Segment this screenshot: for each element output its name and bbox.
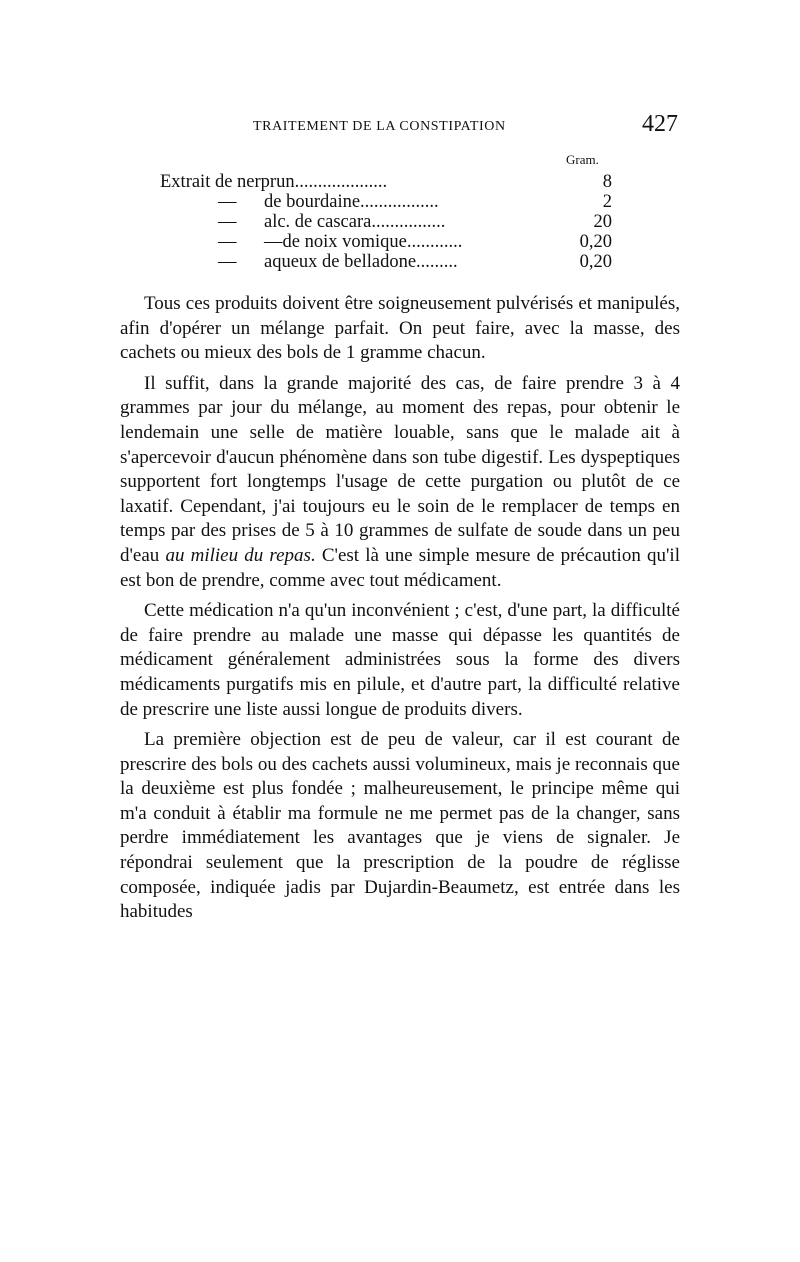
recipe-row: [160, 232, 620, 252]
paragraph-text: Il suffit, dans la grande majorité des cas, de faire prendre 3 à 4 grammes par jour du mélange, au moment des repas, pour obtenir le lendemain une selle de matière louable, sans que le malade ait à s'apercevoir d'aucun phénomène dans son tube digestif. Les dyspeptiques supportent fort longtemps l'usage de cette purgation ou plutôt de ce laxatif. Cependant, j'ai toujours eu le soin de le remplacer de temps en temps par des prises de 5 à 10 grammes de sulfate de soude dans un peu d'eau: [120, 372, 680, 566]
body-text: [120, 292, 680, 931]
running-title: TRAITEMENT DE LA CONSTIPATION: [253, 119, 506, 134]
paragraph: Cette médication n'a qu'un inconvénient ; c'est, d'une part, la difficulté de faire prendre au malade une masse qui dépasse les quantités de médicament généralement administrées sous la forme des divers médicaments purgatifs mis en pilule, et d'autre part, la difficulté relative de prescrire une liste aussi longue de produits divers.: [120, 600, 680, 720]
recipe-ingredient-text: alc. de cascara................: [264, 212, 446, 232]
recipe-ingredient-text: —de noix vomique............: [264, 232, 463, 252]
recipe-quantity: 2: [602, 192, 612, 212]
recipe-ingredient: Extrait de nerprun....................: [160, 172, 388, 192]
recipe-ditto-dash: —: [218, 232, 237, 252]
recipe-quantity: 20: [593, 212, 612, 232]
recipe-ditto-dash: —: [218, 252, 237, 272]
recipe-ingredient: [218, 232, 462, 252]
recipe-ingredient: [218, 192, 439, 212]
recipe-ingredient-text: de bourdaine.................: [264, 192, 439, 212]
recipe-quantity: 0,20: [579, 252, 612, 272]
recipe-row: [160, 212, 620, 232]
recipe-ingredient: [218, 252, 458, 272]
running-head: [120, 111, 680, 140]
recipe-list: [160, 172, 620, 272]
paragraph-italic-text: au milieu du repas.: [165, 544, 316, 566]
recipe-ingredient-text: aqueux de belladone.........: [264, 252, 458, 272]
recipe-quantity: 0,20: [579, 232, 612, 252]
paragraph: [120, 372, 680, 593]
paragraph: Tous ces produits doivent être soigneusement pulvérisés et manipulés, afin d'opérer un mélange parfait. On peut faire, avec la masse, des cachets ou mieux des bols de 1 gramme chacun.: [120, 293, 680, 364]
recipe-row: [160, 192, 620, 212]
recipe-ditto-dash: —: [218, 192, 237, 212]
recipe-row: [160, 172, 620, 192]
page-number: 427: [642, 111, 678, 137]
recipe-ditto-dash: —: [218, 212, 237, 232]
paragraph-text: C'est là une simple mesure de précaution qu'il est bon de prendre, comme avec tout médicament.: [120, 544, 680, 591]
recipe-row: [160, 252, 620, 272]
paragraph: La première objection est de peu de valeur, car il est courant de prescrire des bols ou des cachets aussi volumineux, mais je reconnais que la deuxième est plus fondée ; malheureusement, le principe même qui m'a conduit à établir ma formule ne me permet pas de la changer, sans perdre immédiatement les avantages que je viens de signaler. Je répondrai seulement que la prescription de la poudre de réglisse composée, indiquée jadis par Dujardin-Beaumetz, est entrée dans les habitudes: [120, 729, 680, 923]
recipe-ingredient: [218, 212, 445, 232]
recipe-unit-header: Gram.: [566, 152, 599, 167]
recipe-quantity: 8: [602, 172, 612, 192]
